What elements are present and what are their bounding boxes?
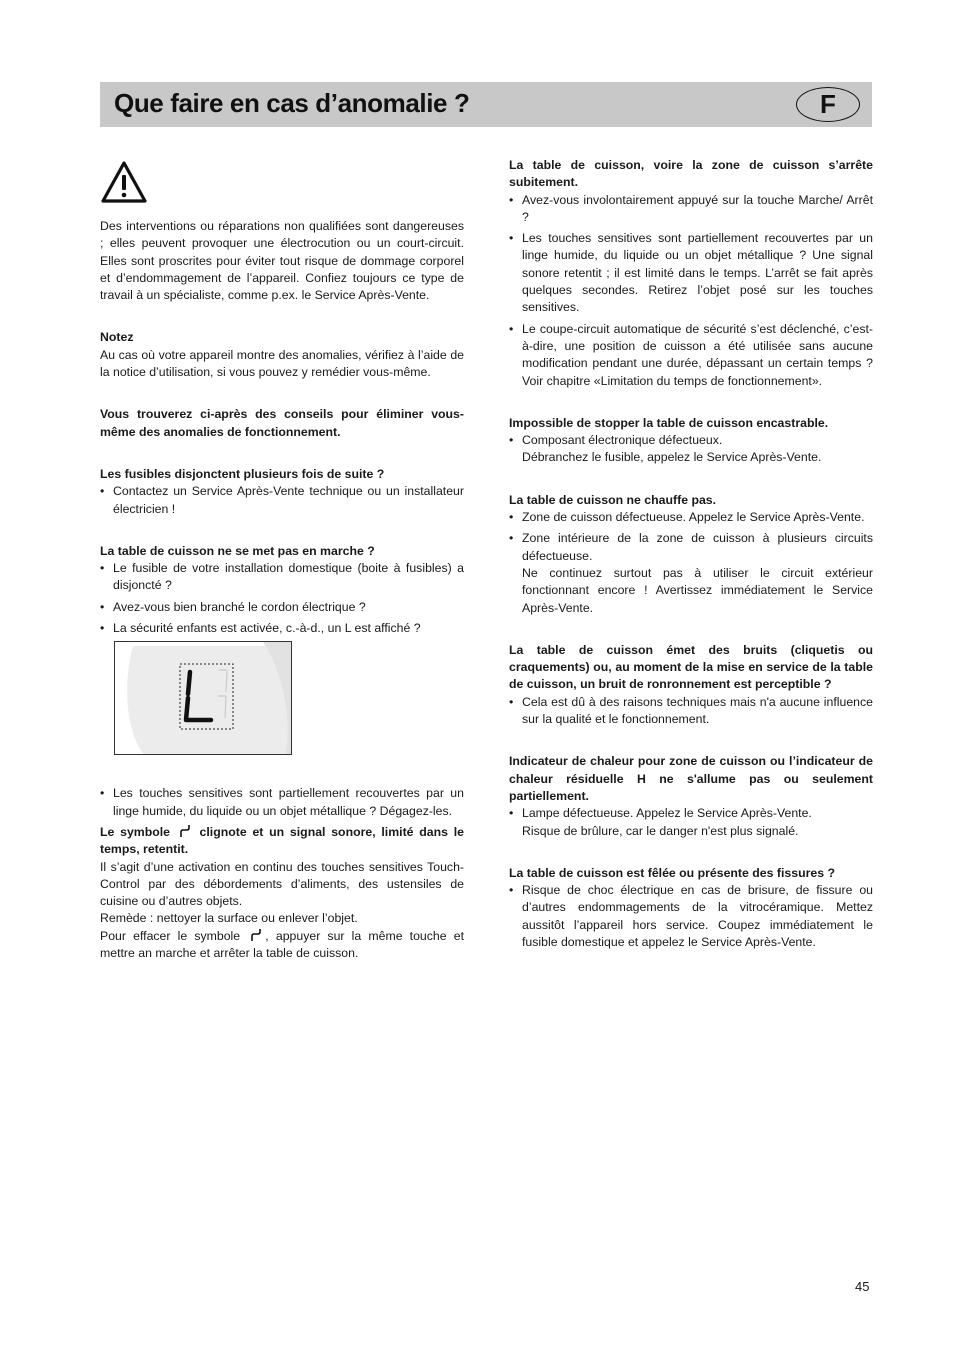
list-item: • Cela est dû à des raisons techniques mais n'a aucune influence sur la qualité et le fonctionnement.	[509, 694, 873, 729]
cracks-section	[509, 865, 873, 951]
page-number: 45	[855, 1279, 870, 1294]
paragraph	[100, 928, 464, 963]
symbol-section	[100, 824, 464, 962]
list-item: • Avez-vous bien branché le cordon électrique ?	[100, 599, 464, 616]
list-item-line: • Composant électronique défectueux.	[522, 433, 723, 448]
sudden-stop-section	[509, 157, 873, 390]
notez-text: Au cas où votre appareil montre des anomalies, vérifiez à l’aide de la notice d’utilisation, si vous pouvez y remédier vous-même.	[100, 347, 464, 380]
section-title: La table de cuisson est fêlée ou présente des fissures ?	[509, 865, 835, 880]
overflow-symbol-icon	[250, 928, 262, 942]
overflow-symbol-icon	[179, 824, 191, 838]
section-title: La table de cuisson ne se met pas en marche ?	[100, 543, 375, 558]
list-item-line: Risque de brûlure, car le danger n'est plus signalé.	[522, 823, 799, 838]
display-panel-graphic	[115, 642, 292, 755]
text-part: , appuyer sur la même touche et mettre an marche et arrêter la table de cuisson.	[100, 928, 464, 961]
list-item: • Le coupe-circuit automatique de sécurité s’est déclenché, c’est-à-dire, une position de cuisson a été utilisée sans aucune modification pendant une durée, dépassant un certain temps ? Voir chapitre «Limitation du temps de fonctionnement».	[509, 321, 873, 390]
list-item: • Contactez un Service Après-Vente technique ou un installateur électricien !	[100, 483, 464, 518]
page-title: Que faire en cas d’anomalie ?	[114, 88, 470, 118]
list-item: • Zone de cuisson défectueuse. Appelez le Service Après-Vente.	[509, 509, 873, 526]
child-lock-display-illustration	[114, 641, 292, 755]
section-title: La table de cuisson, voire la zone de cuisson s’arrête subitement.	[509, 158, 873, 190]
section-title: Indicateur de chaleur pour zone de cuisson ou l’indicateur de chaleur résiduelle H ne s'allume pas ou seulement partiellement.	[509, 754, 873, 803]
list-item-line: • Zone intérieure de la zone de cuisson à plusieurs circuits défectueuse.	[522, 531, 873, 563]
section-title-part: clignote et un signal sonore, limité dans le temps, retentit.	[100, 824, 464, 857]
warning-text: Des interventions ou réparations non qualifiées sont dangereuses ; elles peuvent provoquer une électrocution ou un court-circuit. Elles sont proscrites pour éviter tout risque de dommage corporel et d’endommagement de l’appareil. Confiez toujours ce type de travail à un spécialiste, comme p.ex. le Service Après-Vente.	[100, 219, 464, 303]
heat-indicator-section	[509, 753, 873, 839]
section-title: La table de cuisson ne chauffe pas.	[509, 492, 717, 507]
notez-title: Notez	[100, 330, 134, 345]
list-item-line: • Lampe défectueuse. Appelez le Service Après-Vente.	[522, 806, 812, 821]
page-header	[100, 82, 872, 127]
list-item	[509, 432, 873, 467]
list-item: • Avez-vous involontairement appuyé sur la touche Marche/ Arrêt ?	[509, 192, 873, 227]
list-item-line: Débranchez le fusible, appelez le Service Après-Vente.	[522, 450, 822, 465]
section-title: Les fusibles disjonctent plusieurs fois de suite ?	[100, 466, 385, 481]
section-title: Impossible de stopper la table de cuisson encastrable.	[509, 415, 829, 430]
warning-triangle-icon	[100, 160, 148, 204]
list-item	[509, 530, 873, 616]
no-heat-section	[509, 492, 873, 617]
section-title	[100, 824, 464, 859]
list-item: • Les touches sensitives sont partiellement recouvertes par un linge humide, du liquide ou un objet métallique ? Dégagez-les.	[100, 785, 464, 820]
language-badge: F	[796, 87, 860, 122]
paragraph: Remède : nettoyer la surface ou enlever l’objet.	[100, 911, 358, 926]
list-item: • Les touches sensitives sont partiellement recouvertes par un linge humide, du liquide ou un objet métallique ? Une signal sonore retentit ; il est limité dans le temps. L’arrêt se fait après quelques secondes. Retirez l’objet posé sur les touches sensitives.	[509, 230, 873, 316]
no-start-section	[100, 543, 464, 637]
section-title: La table de cuisson émet des bruits (cliquetis ou craquements) ou, au moment de la mise en service de la table de cuisson, un bruit de ronronnement est perceptible ?	[509, 642, 873, 692]
text-part: Pour effacer le symbole	[100, 928, 241, 943]
right-column	[509, 157, 873, 955]
list-item: • Le fusible de votre installation domestique (boite à fusibles) a disjoncté ?	[100, 560, 464, 595]
intro-bold-text: Vous trouverez ci-après des conseils pour éliminer vous-même des anomalies de fonctionnement.	[100, 407, 464, 439]
list-item	[509, 805, 873, 840]
cannot-stop-section	[509, 415, 873, 467]
noises-section	[509, 642, 873, 728]
list-item: • La sécurité enfants est activée, c.-à-d., un L est affiché ?	[100, 620, 464, 637]
fuses-section	[100, 466, 464, 518]
left-column	[100, 156, 464, 962]
notez-section	[100, 329, 464, 381]
list-item: • Risque de choc électrique en cas de brisure, de fissure ou d’autres endommagements de la vitrocéramique. Mettez aussitôt l’appareil hors service. Coupez immédiatement le fusible domestique et appelez le Service Après-Vente.	[509, 882, 873, 951]
section-title-part: Le symbole	[100, 824, 171, 839]
paragraph: Il s’agit d’une activation en continu des touches sensitives Touch-Control par des débordements d’aliments, des ustensiles de cuisine ou d’autres objets.	[100, 859, 464, 909]
list-item-line: Ne continuez surtout pas à utiliser le circuit extérieur fonctionnant encore ! Avertissez immédiatement le Service Après-Vente.	[522, 565, 873, 615]
